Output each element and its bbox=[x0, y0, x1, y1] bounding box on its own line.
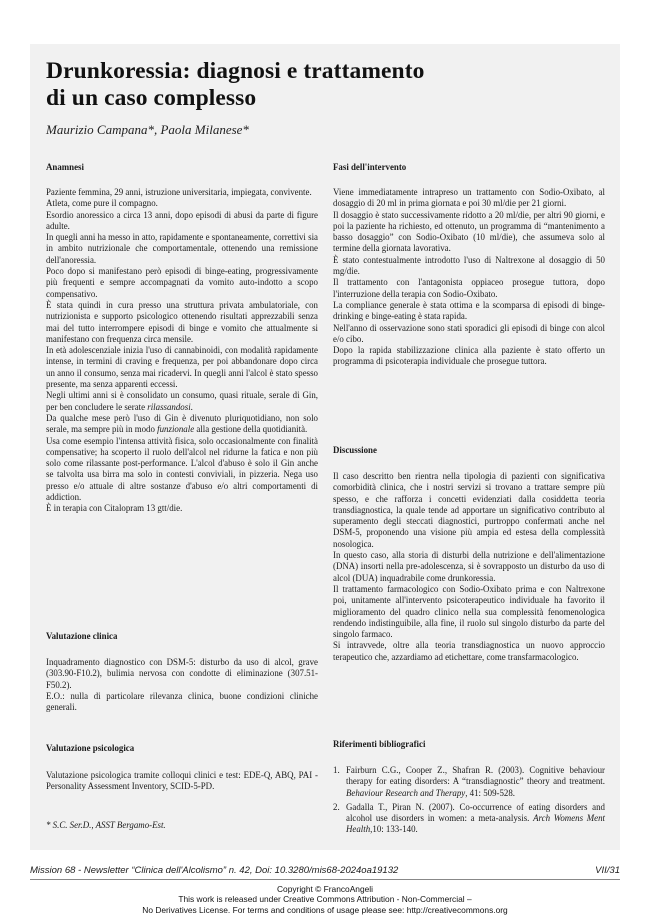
author-affiliation: * S.C. Ser.D., ASST Bergamo-Est. bbox=[46, 820, 166, 830]
anamnesi-heading: Anamnesi bbox=[46, 162, 84, 172]
anamnesi-text: Negli ultimi anni si è consolidato un consumo, quasi rituale, serale di Gin, per ben concludere le serate bbox=[46, 390, 318, 412]
title-line-1: Drunkoressia: diagnosi e trattamento bbox=[46, 58, 425, 84]
anamnesi-text: . bbox=[190, 401, 193, 412]
discussione-paragraph: Si intravvede, oltre alla teoria transdiagnostica un nuovo approccio terapeutico che, azzardiamo ad etichettare, come transfarmacologico. bbox=[333, 640, 605, 662]
valutazione-psicologica-text: Valutazione psicologica tramite colloqui clinici e test: EDE-Q, ABQ, PAI - Personality Assessment Inventory, SCID-5-PD. bbox=[46, 770, 318, 792]
reference-journal: Behaviour Research and Therapy bbox=[346, 787, 466, 798]
footer-citation: Mission 68 - Newsletter “Clinica dell'Alcolismo” n. 42, Doi: 10.3280/mis68-2024oa19132 bbox=[30, 865, 399, 876]
anamnesi-italic: funzionale bbox=[157, 424, 195, 435]
fasi-paragraph: Dopo la rapida stabilizzazione clinica alla paziente è stato offerto un programma di psicoterapia individuale che prosegue tuttora. bbox=[333, 345, 605, 367]
license-line: No Derivatives License. For terms and conditions of usage please see: http://creativecommons.org bbox=[142, 904, 508, 915]
valutazione-clinica-paragraph: E.O.: nulla di particolare rilevanza clinica, buone condizioni cliniche generali. bbox=[46, 690, 318, 713]
anamnesi-paragraph: In età adolescenziale inizia l'uso di cannabinoidi, con modalità rapidamente intense, in termini di craving e frequenza, per poi abbandonare dopo circa un anno il consumo, senza mai ricadervi. In quegli anni l'alcol è stato spesso presente, ma senza apparenti eccessi. bbox=[46, 345, 318, 390]
anamnesi-section bbox=[46, 187, 318, 515]
valutazione-clinica-section bbox=[46, 657, 318, 713]
reference-text: Gadalla T., Piran N. (2007). Co-occurrence of eating disorders and alcohol use disorders in women: a meta-analysis. bbox=[346, 801, 605, 824]
article-authors: Maurizio Campana*, Paola Milanese* bbox=[46, 122, 249, 137]
valutazione-clinica-heading: Valutazione clinica bbox=[46, 631, 118, 641]
title-line-2: di un caso complesso bbox=[46, 85, 257, 111]
reference-number: 1. bbox=[333, 765, 340, 775]
riferimenti-heading: Riferimenti bibliografici bbox=[333, 739, 426, 749]
reference-tail: ,10: 133-140. bbox=[370, 824, 418, 835]
anamnesi-paragraph bbox=[46, 413, 318, 436]
valutazione-psicologica-heading: Valutazione psicologica bbox=[46, 743, 135, 753]
anamnesi-paragraph: Usa come esempio l'intensa attività fisica, solo occasionalmente con finalità compensative; ha scoperto il ruolo dell'alcol nel ridurne la fatica e non più solo come rilassante post-performance. L'alcol d'abuso è solo il Gin anche se talvolta usa birra ma solo in contesti conviviali, in pizzeria. Nega uso presso e/o attuale di altre sostanze d'abuso e/o altri comportamenti di addiction. bbox=[46, 435, 318, 503]
fasi-section bbox=[333, 187, 605, 368]
anamnesi-italic: rilassandosi bbox=[147, 401, 191, 412]
footer-divider bbox=[30, 879, 620, 880]
discussione-paragraph: Il caso descritto ben rientra nella tipologia di pazienti con significativa comorbidità clinica, che i nostri servizi si trovano a trattare sempre più spesso, e che rafforza i concetti evidenziati dalla cosiddetta teoria transdiagnostica, la quale tende ad apportare un significativo contributo al superamento degli steccati diagnostici, purtroppo confermati anche nel DSM-5, proponendo una visione più ampia ed estesa della complessità nosologica. bbox=[333, 471, 605, 549]
fasi-paragraph: È stato contestualmente introdotto l'uso di Naltrexone al dosaggio di 50 mg/die. bbox=[333, 254, 605, 277]
anamnesi-paragraph: Paziente femmina, 29 anni, istruzione universitaria, impiegata, convivente. bbox=[46, 187, 312, 197]
reference-list bbox=[333, 765, 605, 839]
discussione-heading: Discussione bbox=[333, 445, 377, 455]
reference-journal: Arch Womens Ment Health bbox=[346, 813, 605, 835]
license-line: This work is released under Creative Commons Attribution - Non-Commercial – bbox=[178, 894, 472, 905]
copyright-line: Copyright © FrancoAngeli bbox=[276, 884, 373, 894]
anamnesi-paragraph: Atleta, come pure il compagno. bbox=[46, 198, 158, 209]
reference-item bbox=[333, 802, 605, 836]
fasi-heading: Fasi dell'intervento bbox=[333, 162, 407, 172]
fasi-paragraph: Nell'anno di osservazione sono stati sporadici gli episodi di binge con alcol e/o cibo. bbox=[333, 322, 605, 344]
discussione-paragraph: Il trattamento farmacologico con Sodio-Oxibato prima e con Naltrexone poi, unitamente all'intervento psicoterapeutico individuale ha favorito il miglioramento del quadro clinico nella sua complessità fenomenologica rendendo indistinguibile, alla fine, il ruolo sul singolo disturbo da parte del singolo farmaco. bbox=[333, 583, 605, 640]
anamnesi-paragraph: È in terapia con Citalopram 13 gtt/die. bbox=[46, 503, 183, 514]
valutazione-psicologica-section bbox=[46, 770, 318, 793]
anamnesi-paragraph: Esordio anoressico a circa 13 anni, dopo episodi di abusi da parte di figure adulte. bbox=[46, 209, 318, 231]
reference-number: 2. bbox=[333, 801, 340, 812]
fasi-paragraph: La compliance generale è stata ottima e la scomparsa di episodi di binge-drinking e binge-eating è stata rapida. bbox=[333, 299, 605, 322]
fasi-paragraph: Il trattamento con l'antagonista oppiaceo prosegue tuttora, dopo l'interruzione della terapia con Sodio-Oxibato. bbox=[333, 277, 605, 299]
discussione-section bbox=[333, 471, 605, 663]
reference-item bbox=[333, 765, 605, 799]
discussione-paragraph: In questo caso, alla storia di disturbi della nutrizione e dell'alimentazione (DNA) insorti nella pre-adolescenza, si è sovrapposto un disturbo da uso di alcol (DUA) inquadrabile come drunkoressia. bbox=[333, 550, 605, 583]
reference-text: Fairburn C.G., Cooper Z., Shafran R. (2003). Cognitive behaviour therapy for eating disorders: A “transdiagnostic” theory and treatment. bbox=[346, 765, 605, 787]
copyright-notice bbox=[0, 884, 650, 915]
valutazione-clinica-paragraph: Inquadramento diagnostico con DSM-5: disturbo da uso di alcol, grave (303.90-F10.2), bulimia nervosa con condotte di eliminazione (307.51-F50.2). bbox=[46, 657, 318, 690]
anamnesi-paragraph: Poco dopo si manifestano però episodi di binge-eating, progressivamente più frequenti e sempre accompagnati da vomito auto-indotto a scopo compensativo. bbox=[46, 266, 318, 299]
anamnesi-paragraph: In quegli anni ha messo in atto, rapidamente e spontaneamente, correttivi sia in ambito nutrizionale che comportamentale, ottenendo una remissione dell'anoressia. bbox=[46, 232, 318, 265]
article-title bbox=[46, 58, 566, 112]
anamnesi-text: Da qualche mese però l'uso di Gin è divenuto pluriquotidiano, non solo serale, ma sempre più in modo bbox=[46, 412, 318, 435]
reference-tail: , 41: 509-528. bbox=[465, 787, 516, 798]
anamnesi-paragraph bbox=[46, 390, 318, 413]
fasi-paragraph: Viene immediatamente intrapreso un trattamento con Sodio-Oxibato, al dosaggio di 20 ml in prima giornata e poi 30 ml/die per 21 giorni. bbox=[333, 187, 605, 209]
fasi-paragraph: Il dosaggio è stato successivamente ridotto a 20 ml/die, per altri 90 giorni, e poi la paziente ha richiesto, ed ottenuto, un programma di “mantenimento a basso dosaggio” con Sodio-Oxibato (10 ml/die), che assumeva solo al termine della giornata lavorativa. bbox=[333, 209, 605, 254]
page-number: VII/31 bbox=[595, 865, 620, 876]
page-footer bbox=[30, 865, 620, 879]
anamnesi-paragraph: È stata quindi in cura presso una struttura privata ambulatoriale, con nutrizionista e supporto psicologico ottenendo risultati apprezzabili senza mai del tutto interrompere episodi di binge e vomito che attualmente si manifestano con frequenza circa mensile. bbox=[46, 299, 318, 344]
anamnesi-text: alla gestione della quotidianità. bbox=[194, 424, 308, 435]
